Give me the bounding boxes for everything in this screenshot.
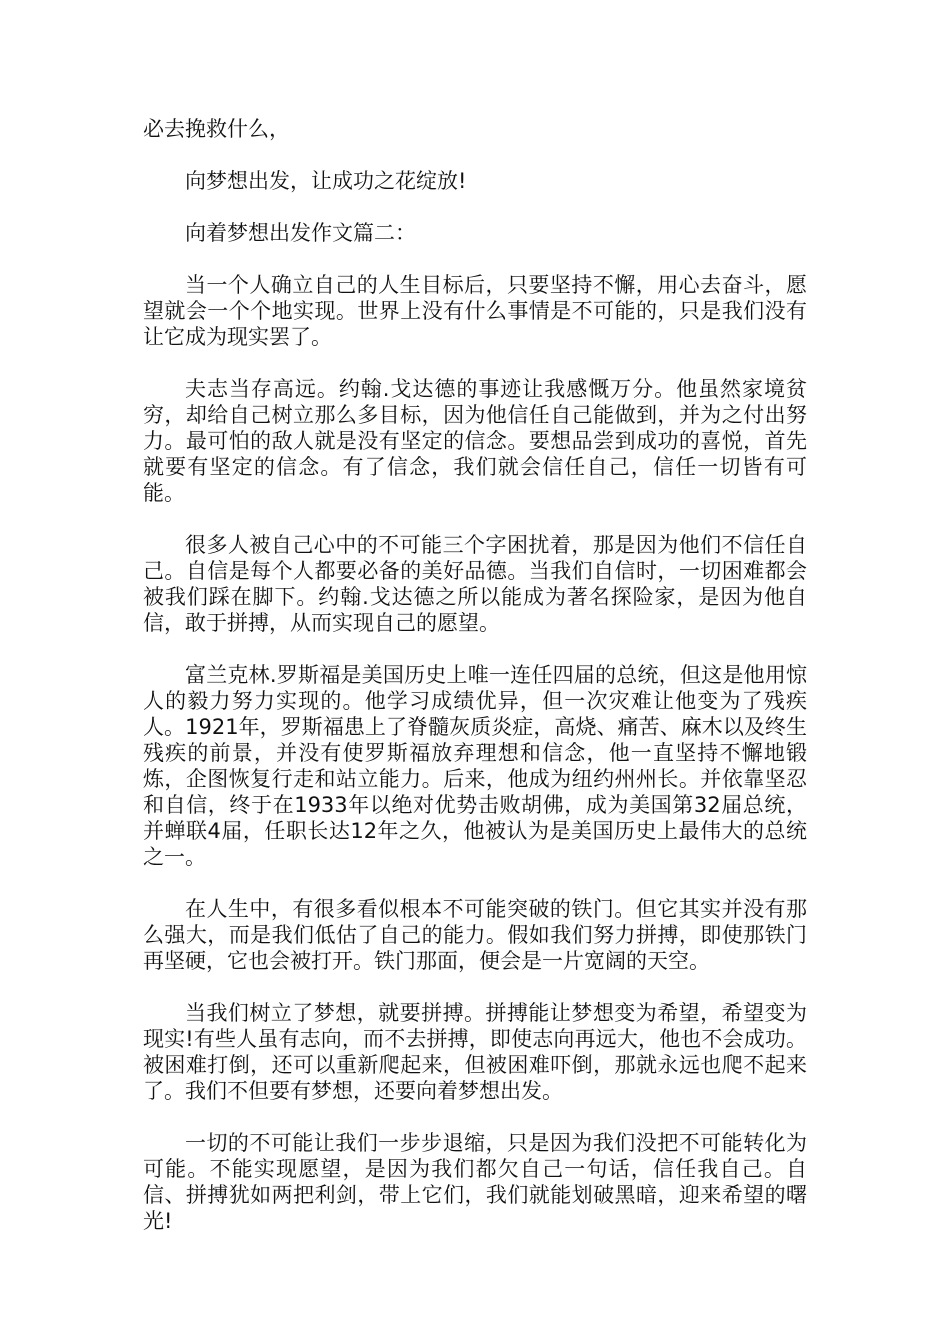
paragraph: 很多人被自己心中的不可能三个字困扰着，那是因为他们不信任自己。自信是每个人都要必备的美好品德。当我们自信时，一切困难都会被我们踩在脚下。约翰.戈达德之所以能成为著名探险家，是因为他自信，敢于拼搏，从而实现自己的愿望。 — [143, 533, 807, 635]
paragraph: 一切的不可能让我们一步步退缩，只是因为我们没把不可能转化为可能。不能实现愿望，是因为我们都欠自己一句话，信任我自己。自信、拼搏犹如两把利剑，带上它们，我们就能划破黑暗，迎来希望的曙光! — [143, 1131, 807, 1233]
document-page — [143, 116, 807, 1260]
paragraph: 夫志当存高远。约翰.戈达德的事迹让我感慨万分。他虽然家境贫穷，却给自己树立那么多目标，因为他信任自己能做到，并为之付出努力。最可怕的敌人就是没有坚定的信念。要想品尝到成功的喜悦，首先就要有坚定的信念。有了信念，我们就会信任自己，信任一切皆有可能。 — [143, 377, 807, 505]
paragraph: 当我们树立了梦想，就要拼搏。拼搏能让梦想变为希望，希望变为现实!有些人虽有志向，而不去拼搏，即使志向再远大，他也不会成功。被困难打倒，还可以重新爬起来，但被困难吓倒，那就永远也爬不起来了。我们不但要有梦想，还要向着梦想出发。 — [143, 1001, 807, 1103]
section-heading: 向着梦想出发作文篇二： — [185, 221, 416, 245]
paragraph-continuation: 必去挽救什么， — [143, 117, 290, 141]
paragraph: 当一个人确立自己的人生目标后，只要坚持不懈，用心去奋斗，愿望就会一个个地实现。世界上没有什么事情是不可能的，只是我们没有让它成为现实罢了。 — [143, 273, 807, 349]
paragraph: 富兰克林.罗斯福是美国历史上唯一连任四届的总统，但这是他用惊人的毅力努力实现的。他学习成绩优异，但一次灾难让他变为了残疾人。1921年，罗斯福患上了脊髓灰质炎症，高烧、痛苦、麻木以及终生残疾的前景，并没有使罗斯福放弃理想和信念，他一直坚持不懈地锻炼，企图恢复行走和站立能力。后来，他成为纽约州州长。并依靠坚忍和自信，终于在1933年以绝对优势击败胡佛，成为美国第32届总统，并蝉联4届，任职长达12年之久，他被认为是美国历史上最伟大的总统之一。 — [143, 663, 807, 869]
paragraph: 在人生中，有很多看似根本不可能突破的铁门。但它其实并没有那么强大，而是我们低估了自己的能力。假如我们努力拼搏，即使那铁门再坚硬，它也会被打开。铁门那面，便会是一片宽阔的天空。 — [143, 897, 807, 973]
paragraph-slogan: 向梦想出发，让成功之花绽放! — [185, 169, 467, 193]
